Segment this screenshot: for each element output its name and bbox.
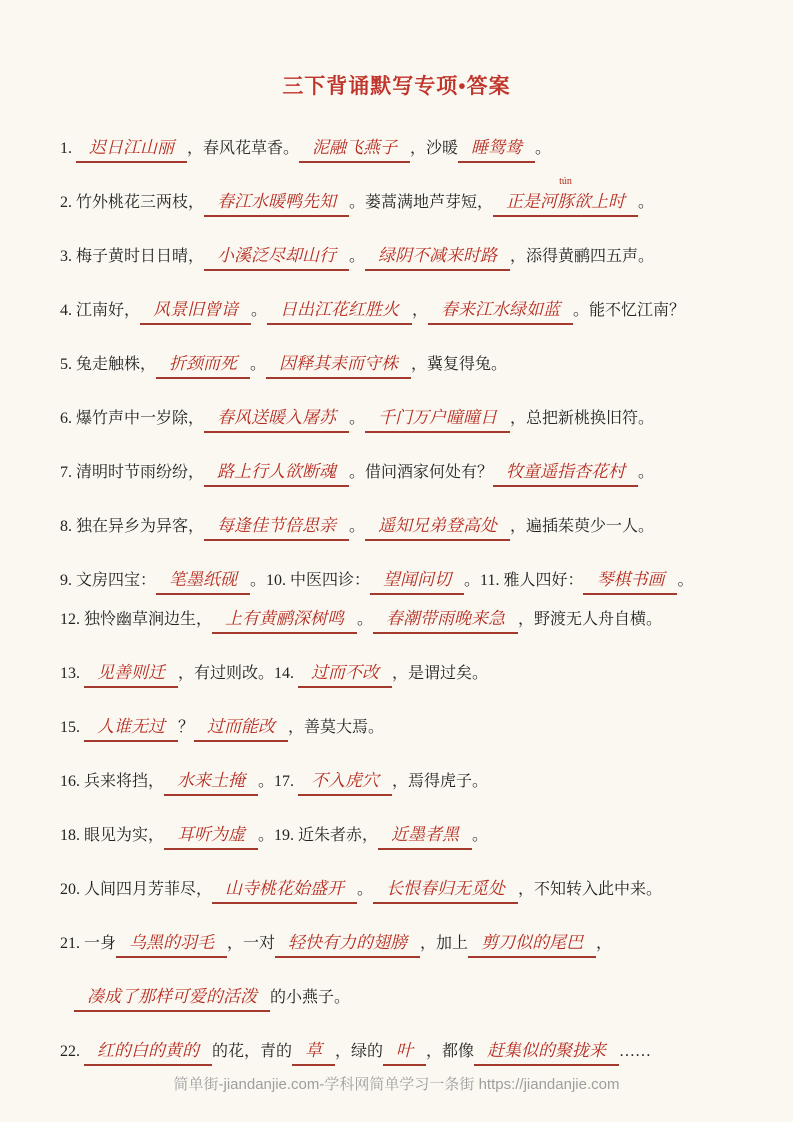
answer-blank: 春来江水绿如蓝 [428,298,573,325]
question-text: ，有过则改。14. [178,665,299,682]
answer-line [60,244,753,270]
answer-line [60,661,753,687]
answer-blank: 每逢佳节倍思亲 [204,514,349,541]
question-text: 。 [251,302,268,319]
answer-line [60,715,753,741]
answer-blank: 耳听为虚 [164,823,258,850]
answer-blank: 迟日江山丽 [76,136,187,163]
answer-blank: 草 [292,1039,335,1066]
character-with-pinyin: 豚 tún [557,176,575,211]
answer-blank: 望闻问切 [370,568,464,595]
question-text: 。11. 雅人四好： [464,572,584,589]
answer-blank: 乌黑的羽毛 [116,931,227,958]
answer-blank: 绿阴不减来时路 [365,244,510,271]
question-text: 21. 一身 [60,935,117,952]
answer-line [60,176,753,216]
question-text: 16. 兵来将挡， [60,773,165,790]
pinyin-annotation: tún [559,176,572,187]
answer-blank: 水来土掩 [164,769,258,796]
answer-line [60,931,753,957]
answer-blank: 红的白的黄的 [84,1039,212,1066]
answer-blank: 轻快有力的翅膀 [275,931,420,958]
question-text: ，是谓过矣。 [392,665,489,682]
question-text: 9. 文房四宝： [60,572,157,589]
answer-line [60,136,753,162]
answer-line [60,607,753,633]
question-text: ，添得黄鹂四五声。 [510,248,655,265]
question-text: 5. 兔走触株， [60,356,157,373]
question-text: 。 [357,881,374,898]
question-text: 4. 江南好， [60,302,141,319]
answer-blank: 因释其耒而守株 [266,352,411,379]
question-text: ，善莫大焉。 [288,719,385,736]
question-text: 。 [535,140,552,157]
answer-blank: 千门万户曈曈日 [365,406,510,433]
question-text: 22. [60,1043,84,1060]
answer-blank: 春潮带雨晚来急 [373,607,518,634]
question-text: 。 [638,464,655,481]
answer-blank: 凑成了那样可爱的活泼 [74,985,270,1012]
question-text: 的小燕子。 [270,989,351,1006]
question-text: ？ [178,719,195,736]
question-text: 的花，青的 [212,1043,293,1060]
answer-blank: 睡鸳鸯 [458,136,535,163]
answer-line [60,985,753,1011]
question-text: 。 [638,194,655,211]
question-text: ，绿的 [335,1043,384,1060]
answer-blank: 正是河豚 tún 欲上时 [493,190,638,217]
question-text: 。 [357,611,374,628]
answer-blank: 上有黄鹂深树鸣 [212,607,357,634]
answer-lines [60,136,753,1065]
answer-blank: 路上行人欲断魂 [204,460,349,487]
question-text: 。17. [258,773,299,790]
question-text: 。 [250,356,267,373]
answer-blank: 泥融飞燕子 [299,136,410,163]
question-text: ，遍插茱萸少一人。 [510,518,655,535]
question-text: 12. 独怜幽草涧边生， [60,611,213,628]
answer-blank: 牧童遥指杏花村 [493,460,638,487]
question-text: 。 [349,248,366,265]
question-text: ， [596,935,613,952]
question-text: 。 [472,827,489,844]
question-text: 3. 梅子黄时日日晴， [60,248,205,265]
question-text: ，总把新桃换旧符。 [510,410,655,427]
answer-blank: 山寺桃花始盛开 [212,877,357,904]
question-text: 2. 竹外桃花三两枝， [60,194,205,211]
question-text: 8. 独在异乡为异客， [60,518,205,535]
answer-blank: 近墨者黑 [378,823,472,850]
question-text: 13. [60,665,84,682]
question-text: ，加上 [420,935,469,952]
answer-blank: 春江水暖鸭先知 [204,190,349,217]
answer-line [60,514,753,540]
answer-line [60,769,753,795]
question-text: 。 [677,572,694,589]
page-title: 三下背诵默写专项•答案 [282,74,511,98]
question-text: 。借问酒家何处有？ [349,464,494,481]
question-text: 7. 清明时节雨纷纷， [60,464,205,481]
answer-blank: 剪刀似的尾巴 [468,931,596,958]
question-text: 6. 爆竹声中一岁除， [60,410,205,427]
question-text: 。蒌蒿满地芦芽短， [349,194,494,211]
answer-blank: 日出江花红胜火 [267,298,412,325]
answer-blank: 叶 [383,1039,426,1066]
answer-line [60,298,753,324]
question-text: ，春风花草香。 [187,140,300,157]
answer-blank: 过而不改 [298,661,392,688]
answer-blank: 风景旧曾谙 [140,298,251,325]
answer-blank: 长恨春归无觅处 [373,877,518,904]
question-text: 20. 人间四月芳菲尽， [60,881,213,898]
question-text: 1. [60,140,76,157]
answer-blank: 折颈而死 [156,352,250,379]
answer-blank: 笔墨纸砚 [156,568,250,595]
answer-blank: 见善则迁 [84,661,178,688]
question-text: 。19. 近朱者赤， [258,827,379,844]
answer-line [60,877,753,903]
question-text: 。能不忆江南？ [573,302,686,319]
question-text: ，沙暖 [410,140,459,157]
answer-blank: 遥知兄弟登高处 [365,514,510,541]
answer-line [60,823,753,849]
question-text: 。10. 中医四诊： [250,572,371,589]
answer-blank: 春风送暖入屠苏 [204,406,349,433]
answer-blank: 不入虎穴 [298,769,392,796]
question-text: ，焉得虎子。 [392,773,489,790]
question-text: ，冀复得兔。 [411,356,508,373]
answer-blank: 过而能改 [194,715,288,742]
answer-line [60,406,753,432]
question-text: …… [619,1043,652,1060]
question-text: ，一对 [227,935,276,952]
answer-line [60,460,753,486]
answer-line [60,1039,753,1065]
question-text: 。 [349,410,366,427]
question-text: ，不知转入此中来。 [518,881,663,898]
question-text: ， [412,302,429,319]
answer-blank: 小溪泛尽却山行 [204,244,349,271]
question-text: ，野渡无人舟自横。 [518,611,663,628]
answer-blank: 赶集似的聚拢来 [474,1039,619,1066]
watermark-footer: 简单街-jiandanjie.com-学科网简单学习一条街 https://jiandanjie.com [173,1076,620,1093]
question-text: ，都像 [426,1043,475,1060]
answer-blank: 琴棋书画 [583,568,677,595]
answer-line [60,352,753,378]
answer-line [60,568,753,594]
question-text: 。 [349,518,366,535]
question-text: 18. 眼见为实， [60,827,165,844]
answer-blank: 人谁无过 [84,715,178,742]
question-text: 15. [60,719,84,736]
